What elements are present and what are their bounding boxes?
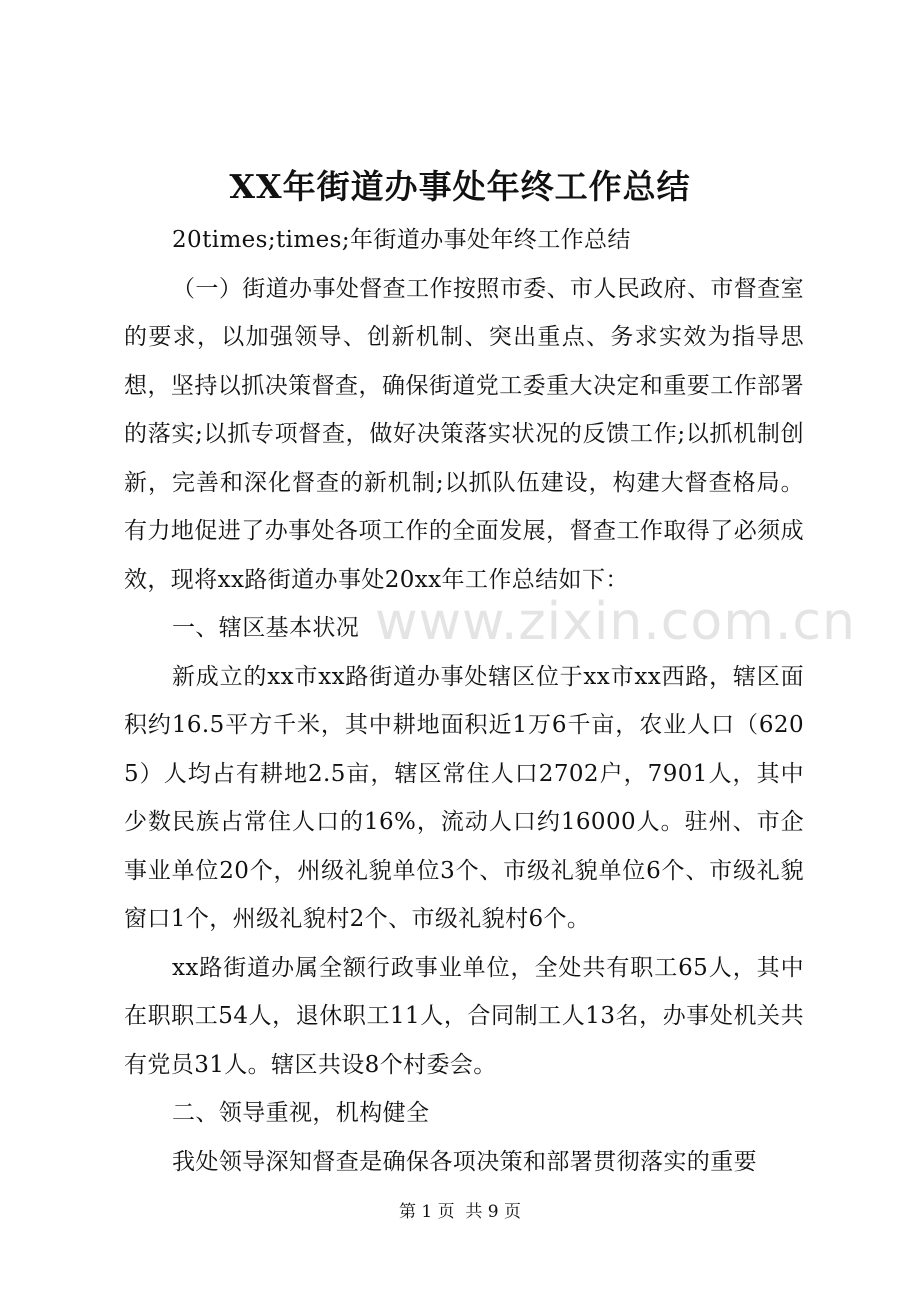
watermark: www.zixin.com.cn <box>375 592 856 652</box>
paragraph-leadership: 我处领导深知督查是确保各项决策和部署贯彻落实的重要 <box>172 1148 757 1175</box>
section-heading-2: 二、领导重视，机构健全 <box>172 1100 430 1126</box>
paragraph-district-overview: 新成立的xx市xx路街道办事处辖区位于xx市xx西路，辖区面积约16.5平方千米，其中耕地面积近1万6千亩，农业人口（6205）人均占有耕地2.5亩，辖区常住人口2702户，7901人，其中少数民族占常住人口的16%，流动人口约16000人。驻州、市企事业单位20个，州级礼貌单位3个、市级礼貌单位6个、市级礼貌窗口1个，州级礼貌村2个、市级礼貌村6个。 <box>124 663 804 932</box>
paragraph-staffing: xx路街道办属全额行政事业单位，全处共有职工65人，其中在职职工54人，退休职工11人，合同制工人13名，办事处机关共有党员31人。辖区共设8个村委会。 <box>124 954 804 1078</box>
page-current: 第 1 页 <box>398 1202 455 1222</box>
page-total: 共 9 页 <box>465 1202 522 1222</box>
page-footer <box>0 1200 920 1224</box>
paragraph-subtitle: 20times;times;年街道办事处年终工作总结 <box>172 227 631 253</box>
paragraph-intro: （一）街道办事处督查工作按照市委、市人民政府、市督查室的要求，以加强领导、创新机制、突出重点、务求实效为指导思想，坚持以抓决策督查，确保街道党工委重大决定和重要工作部署的落实;以抓专项督查，做好决策落实状况的反馈工作;以抓机制创新，完善和深化督查的新机制;以抓队伍建设，构建大督查格局。有力地促进了办事处各项工作的全面发展，督查工作取得了必须成效，现将xx路街道办事处20xx年工作总结如下： <box>124 275 804 593</box>
document-body <box>124 216 804 1186</box>
document-title: XX年街道办事处年终工作总结 <box>229 167 691 206</box>
section-heading-1: 一、辖区基本状况 <box>172 615 360 641</box>
